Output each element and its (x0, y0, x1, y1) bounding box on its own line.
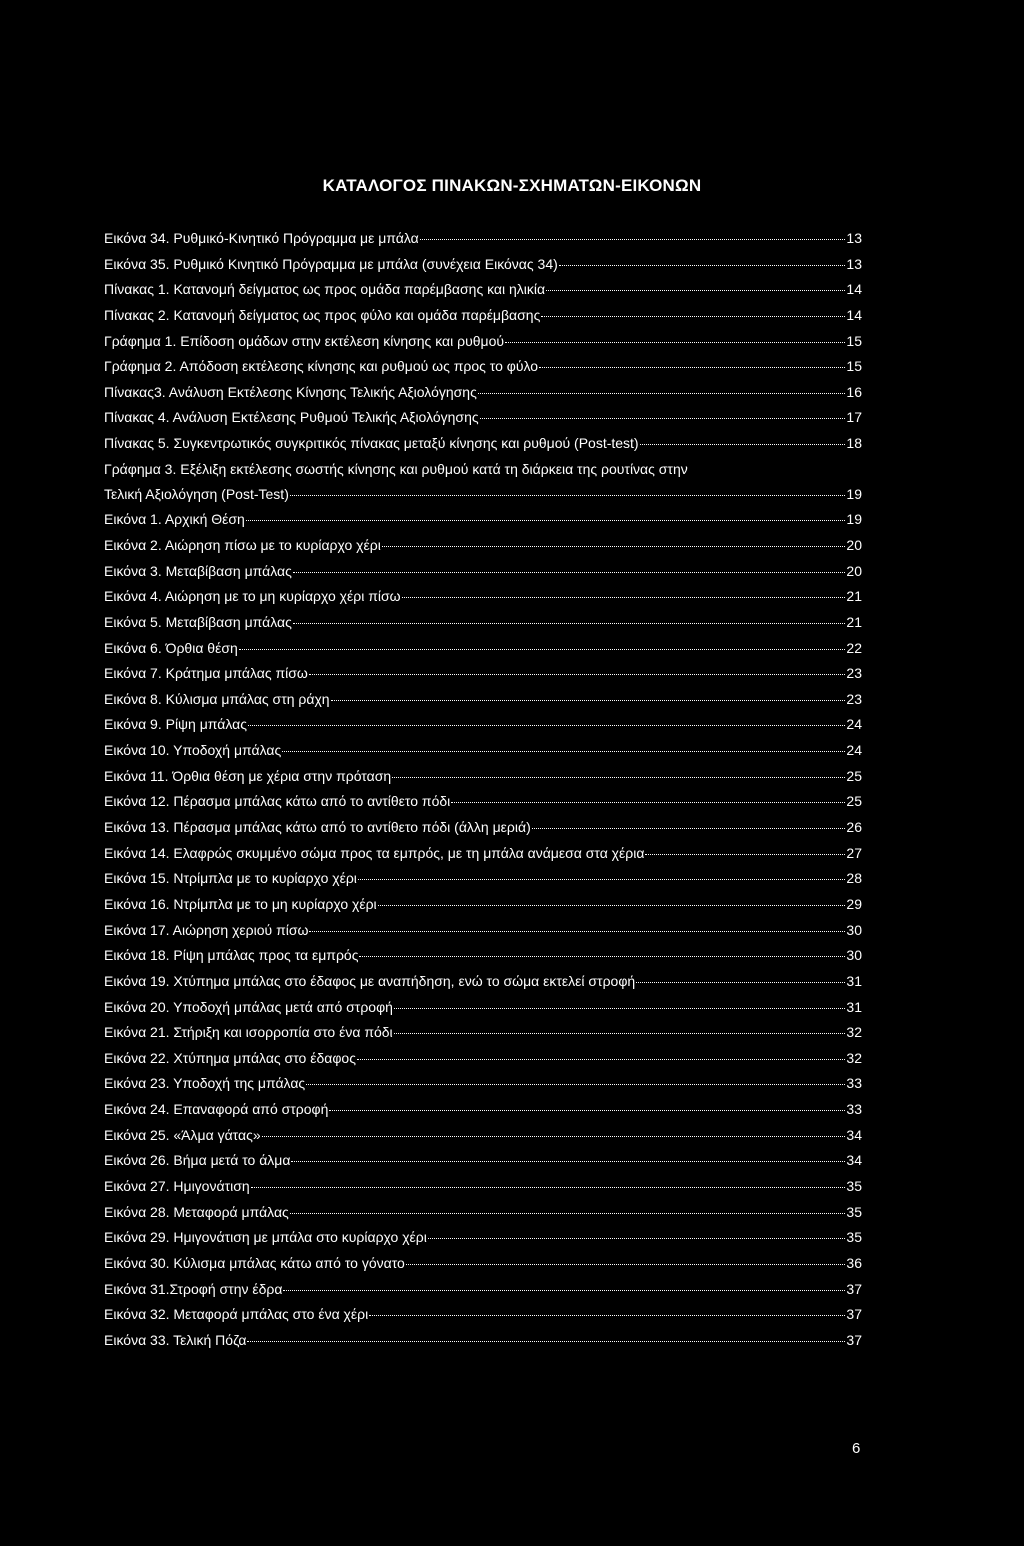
toc-entry-page: 21 (846, 613, 862, 630)
toc-entry-line (104, 715, 862, 734)
toc-entry (104, 332, 862, 358)
toc-entry-line (104, 767, 862, 786)
toc-entry-line (104, 613, 862, 632)
dot-leader (293, 572, 846, 573)
toc-entry-page: 35 (846, 1178, 862, 1195)
toc-entry-line (104, 639, 862, 658)
toc-entry-text: Εικόνα 13. Πέρασμα μπάλας κάτω από το αντίθετο πόδι (άλλη μεριά) (104, 819, 531, 836)
dot-leader (478, 393, 846, 394)
toc-entry-line (104, 895, 862, 914)
toc-entry-page: 15 (846, 332, 862, 349)
toc-entry-text: Εικόνα 12. Πέρασμα μπάλας κάτω από το αντίθετο πόδι (104, 793, 451, 810)
toc-entry-page: 31 (846, 972, 862, 989)
dot-leader (394, 1008, 845, 1009)
toc-entry-page: 13 (846, 230, 862, 246)
dot-leader (382, 546, 846, 547)
toc-entry (104, 306, 862, 332)
dot-leader (290, 495, 846, 496)
dot-leader (309, 931, 845, 932)
dot-leader (480, 418, 846, 419)
dot-leader (293, 623, 846, 624)
toc-entry (104, 946, 862, 972)
toc-entry-line (104, 1331, 862, 1350)
toc-entry (104, 818, 862, 844)
page-number: 6 (852, 1440, 861, 1457)
toc-entry-line (104, 946, 862, 965)
toc-entry-text: Εικόνα 25. «Άλμα γάτας» (104, 1126, 261, 1143)
dot-leader (357, 1059, 845, 1060)
toc-entry-page: 31 (846, 998, 862, 1015)
toc-entry-line (104, 972, 862, 991)
dot-leader (283, 1290, 845, 1291)
toc-entry-page: 36 (846, 1254, 862, 1271)
toc-entry-text: Εικόνα 29. Ημιγονάτιση με μπάλα στο κυρίαρχο χέρι (104, 1229, 427, 1246)
toc-entry-line (104, 664, 862, 683)
toc-entry (104, 357, 862, 383)
toc-entry-text: Εικόνα 18. Ρίψη μπάλας προς τα εμπρός (104, 947, 359, 964)
toc-entry-line (104, 998, 862, 1017)
toc-entry (104, 510, 862, 536)
table-of-contents (104, 229, 862, 1357)
toc-entry-line (104, 844, 862, 863)
dot-leader (532, 828, 846, 829)
toc-entry-page: 24 (846, 716, 862, 733)
dot-leader (402, 597, 846, 598)
dot-leader (541, 316, 845, 317)
toc-entry (104, 1049, 862, 1075)
toc-entry-text: Εικόνα 21. Στήριξη και ισορροπία στο ένα πόδι (104, 1024, 393, 1041)
toc-entry-text: Εικόνα 34. Ρυθμικό-Κινητικό Πρόγραμμα με μπάλα (104, 230, 419, 246)
toc-entry-text: Εικόνα 3. Μεταβίβαση μπάλας (104, 562, 292, 579)
toc-entry-text: Εικόνα 2. Αιώρηση πίσω με το κυρίαρχο χέρι (104, 537, 381, 553)
toc-entry (104, 562, 862, 588)
dot-leader (239, 649, 846, 650)
toc-entry (104, 1280, 862, 1306)
toc-entry-text: Εικόνα 4. Αιώρηση με το μη κυρίαρχο χέρι πίσω (104, 588, 401, 605)
toc-entry-page: 15 (846, 358, 862, 375)
toc-entry-text-continued: Τελική Αξιολόγηση (Post-Test) (104, 486, 289, 503)
toc-entry-line (104, 1280, 862, 1299)
toc-entry-page: 27 (846, 844, 862, 861)
toc-entry (104, 1074, 862, 1100)
toc-entry (104, 255, 862, 281)
toc-entry-page: 13 (846, 255, 862, 272)
toc-entry (104, 639, 862, 665)
toc-entry-page: 37 (846, 1280, 862, 1297)
toc-entry-text: Εικόνα 31.Στροφή στην έδρα (104, 1280, 283, 1297)
toc-entry-page: 30 (846, 947, 862, 964)
toc-entry-page: 19 (846, 486, 862, 503)
toc-entry (104, 408, 862, 434)
dot-leader (378, 905, 846, 906)
toc-entry-text: Εικόνα 14. Ελαφρώς σκυμμένο σώμα προς τα εμπρός, με τη μπάλα ανάμεσα στα χέρια (104, 844, 645, 861)
toc-entry-line (104, 229, 862, 248)
dot-leader (282, 751, 845, 752)
toc-entry-page: 28 (846, 870, 862, 887)
dot-leader (248, 725, 845, 726)
toc-entry-line (104, 510, 862, 529)
dot-leader (358, 879, 846, 880)
toc-entry-page: 25 (846, 793, 862, 810)
toc-entry-page: 23 (846, 690, 862, 707)
toc-entry-page: 32 (846, 1024, 862, 1041)
dot-leader (359, 956, 845, 957)
toc-entry-text: Γράφημα 1. Επίδοση ομάδων στην εκτέλεση κίνησης και ρυθμού (104, 332, 505, 349)
toc-entry (104, 664, 862, 690)
toc-entry-line (104, 1203, 862, 1222)
toc-entry-line (104, 485, 862, 504)
dot-leader (369, 1315, 845, 1316)
toc-entry-page: 21 (846, 588, 862, 605)
toc-entry (104, 1228, 862, 1254)
toc-entry-line (104, 1023, 862, 1042)
toc-entry-line (104, 1049, 862, 1068)
toc-entry-line (104, 1151, 862, 1170)
toc-entry-text: Πίνακας3. Ανάλυση Εκτέλεσης Κίνησης Τελικής Αξιολόγησης (104, 383, 477, 400)
toc-entry (104, 767, 862, 793)
toc-entry (104, 1126, 862, 1152)
toc-entry-line (104, 587, 862, 606)
toc-entry (104, 741, 862, 767)
toc-entry-line (104, 1177, 862, 1196)
toc-entry-page: 34 (846, 1152, 862, 1169)
toc-entry-line (104, 383, 862, 402)
toc-entry-page: 26 (846, 819, 862, 836)
dot-leader (246, 520, 846, 521)
dot-leader (546, 290, 845, 291)
toc-entry (104, 895, 862, 921)
toc-entry-text: Εικόνα 23. Υποδοχή της μπάλας (104, 1075, 306, 1092)
toc-entry-page: 14 (846, 306, 862, 323)
toc-entry (104, 460, 862, 505)
toc-entry (104, 229, 862, 255)
dot-leader (420, 239, 846, 240)
toc-entry-line (104, 434, 862, 453)
toc-entry-text: Εικόνα 15. Ντρίμπλα με το κυρίαρχο χέρι (104, 870, 357, 887)
toc-entry (104, 690, 862, 716)
dot-leader (247, 1341, 845, 1342)
toc-entry (104, 921, 862, 947)
toc-entry-text: Εικόνα 5. Μεταβίβαση μπάλας (104, 613, 292, 630)
dot-leader (645, 854, 845, 855)
toc-entry-line (104, 869, 862, 888)
dot-leader (392, 777, 845, 778)
toc-entry-page: 35 (846, 1229, 862, 1246)
toc-entry-text: Εικόνα 19. Χτύπημα μπάλας στο έδαφος με αναπήδηση, ενώ το σώμα εκτελεί στροφή (104, 972, 636, 989)
toc-entry-text: Εικόνα 1. Αρχική Θέση (104, 511, 245, 528)
toc-entry-text: Πίνακας 2. Κατανομή δείγματος ως προς φύλο και ομάδα παρέμβασης (104, 306, 541, 323)
toc-entry-line (104, 818, 862, 837)
toc-entry-text: Εικόνα 24. Επαναφορά από στροφή (104, 1101, 329, 1118)
dot-leader (291, 1161, 845, 1162)
toc-entry-text: Εικόνα 7. Κράτημα μπάλας πίσω (104, 665, 308, 682)
dot-leader (331, 700, 846, 701)
dot-leader (394, 1033, 846, 1034)
toc-entry (104, 1331, 862, 1357)
dot-leader (640, 444, 846, 445)
toc-entry-line (104, 921, 862, 940)
toc-entry (104, 1100, 862, 1126)
dot-leader (428, 1238, 846, 1239)
toc-entry (104, 1177, 862, 1203)
dot-leader (251, 1187, 846, 1188)
toc-entry-text: Εικόνα 16. Ντρίμπλα με το μη κυρίαρχο χέρι (104, 895, 377, 912)
toc-entry-text: Γράφημα 2. Απόδοση εκτέλεσης κίνησης και ρυθμού ως προς το φύλο (104, 358, 539, 375)
dot-leader (306, 1084, 845, 1085)
toc-entry (104, 972, 862, 998)
toc-entry-page: 20 (846, 562, 862, 579)
toc-entry-line (104, 1305, 862, 1324)
toc-entry (104, 536, 862, 562)
toc-entry-text: Εικόνα 8. Κύλισμα μπάλας στη ράχη (104, 690, 330, 707)
toc-entry-line (104, 1254, 862, 1273)
dot-leader (539, 367, 845, 368)
toc-entry-text: Εικόνα 33. Τελική Πόζα (104, 1331, 247, 1348)
toc-entry-page: 30 (846, 921, 862, 938)
page-title: ΚΑΤΑΛΟΓΟΣ ΠΙΝΑΚΩΝ-ΣΧΗΜΑΤΩΝ-ΕΙΚΟΝΩΝ (322, 176, 702, 195)
dot-leader (505, 342, 845, 343)
toc-entry-page: 35 (846, 1203, 862, 1220)
toc-entry-line (104, 332, 862, 351)
dot-leader (636, 982, 845, 983)
toc-entry (104, 587, 862, 613)
toc-entry-text: Εικόνα 10. Υποδοχή μπάλας (104, 742, 282, 759)
toc-entry-line (104, 792, 862, 811)
toc-entry-text: Εικόνα 32. Μεταφορά μπάλας στο ένα χέρι (104, 1306, 369, 1323)
toc-entry-text: Εικόνα 28. Μεταφορά μπάλας (104, 1203, 289, 1220)
toc-entry (104, 792, 862, 818)
toc-entry (104, 998, 862, 1024)
toc-entry (104, 280, 862, 306)
toc-entry-line (104, 1100, 862, 1119)
dot-leader (559, 265, 846, 266)
toc-entry-text: Εικόνα 11. Όρθια θέση με χέρια στην πρόταση (104, 767, 392, 784)
toc-entry-line (104, 280, 862, 299)
toc-entry-page: 32 (846, 1049, 862, 1066)
dot-leader (329, 1110, 845, 1111)
toc-entry-page: 22 (846, 639, 862, 656)
toc-entry (104, 1151, 862, 1177)
toc-entry-page: 23 (846, 665, 862, 682)
toc-entry (104, 844, 862, 870)
toc-entry-page: 37 (846, 1331, 862, 1348)
toc-entry-text: Γράφημα 3. Εξέλιξη εκτέλεσης σωστής κίνησης και ρυθμού κατά τη διάρκεια της ρουτίνας στην (104, 460, 688, 477)
toc-entry-text: Πίνακας 1. Κατανομή δείγματος ως προς ομάδα παρέμβασης και ηλικία (104, 281, 546, 298)
toc-entry (104, 1203, 862, 1229)
toc-entry-page: 14 (846, 281, 862, 298)
dot-leader (451, 802, 845, 803)
toc-entry (104, 383, 862, 409)
toc-entry-text: Εικόνα 26. Βήμα μετά το άλμα (104, 1152, 291, 1169)
toc-entry-text: Εικόνα 17. Αιώρηση χεριού πίσω (104, 921, 309, 938)
toc-entry-text: Εικόνα 30. Κύλισμα μπάλας κάτω από το γόνατο (104, 1254, 405, 1271)
toc-entry-text: Πίνακας 5. Συγκεντρωτικός συγκριτικός πίνακας μεταξύ κίνησης και ρυθμού (Post-test) (104, 435, 639, 452)
toc-entry-text: Εικόνα 9. Ρίψη μπάλας (104, 716, 247, 733)
toc-entry-page: 17 (846, 409, 862, 426)
toc-entry-page: 20 (846, 537, 862, 553)
toc-entry-page: 37 (846, 1306, 862, 1323)
toc-entry (104, 715, 862, 741)
toc-entry (104, 1305, 862, 1331)
toc-entry (104, 434, 862, 460)
toc-entry-page: 33 (846, 1101, 862, 1118)
toc-entry-line (104, 357, 862, 376)
toc-entry-page: 18 (846, 435, 862, 452)
toc-entry-line (104, 408, 862, 427)
toc-entry-text: Εικόνα 35. Ρυθμικό Κινητικό Πρόγραμμα με μπάλα (συνέχεια Εικόνας 34) (104, 255, 558, 272)
toc-entry-line (104, 255, 862, 274)
toc-entry-page: 25 (846, 767, 862, 784)
toc-entry-line (104, 562, 862, 581)
dot-leader (262, 1136, 846, 1137)
toc-entry-page: 24 (846, 742, 862, 759)
toc-entry-text: Εικόνα 20. Υποδοχή μπάλας μετά από στροφή (104, 998, 393, 1015)
toc-entry-page: 19 (846, 511, 862, 528)
toc-entry-text: Πίνακας 4. Ανάλυση Εκτέλεσης Ρυθμού Τελικής Αξιολόγησης (104, 409, 479, 426)
toc-entry-line (104, 1074, 862, 1093)
toc-entry-text: Εικόνα 22. Χτύπημα μπάλας στο έδαφος (104, 1049, 356, 1066)
toc-entry-line (104, 1126, 862, 1145)
toc-entry (104, 1254, 862, 1280)
toc-entry-text: Εικόνα 27. Ημιγονάτιση (104, 1178, 250, 1195)
toc-entry-page: 16 (846, 383, 862, 400)
toc-entry-line (104, 741, 862, 760)
toc-entry-page: 29 (846, 895, 862, 912)
toc-entry (104, 1023, 862, 1049)
dot-leader (290, 1213, 846, 1214)
toc-entry (104, 869, 862, 895)
toc-entry-page: 34 (846, 1126, 862, 1143)
toc-entry-text: Εικόνα 6. Όρθια θέση (104, 639, 238, 656)
toc-entry-line (104, 306, 862, 325)
dot-leader (406, 1264, 846, 1265)
toc-entry-line (104, 536, 862, 555)
dot-leader (309, 674, 846, 675)
toc-entry-line (104, 1228, 862, 1247)
toc-entry-page: 33 (846, 1075, 862, 1092)
toc-entry (104, 613, 862, 639)
toc-entry-line (104, 690, 862, 709)
